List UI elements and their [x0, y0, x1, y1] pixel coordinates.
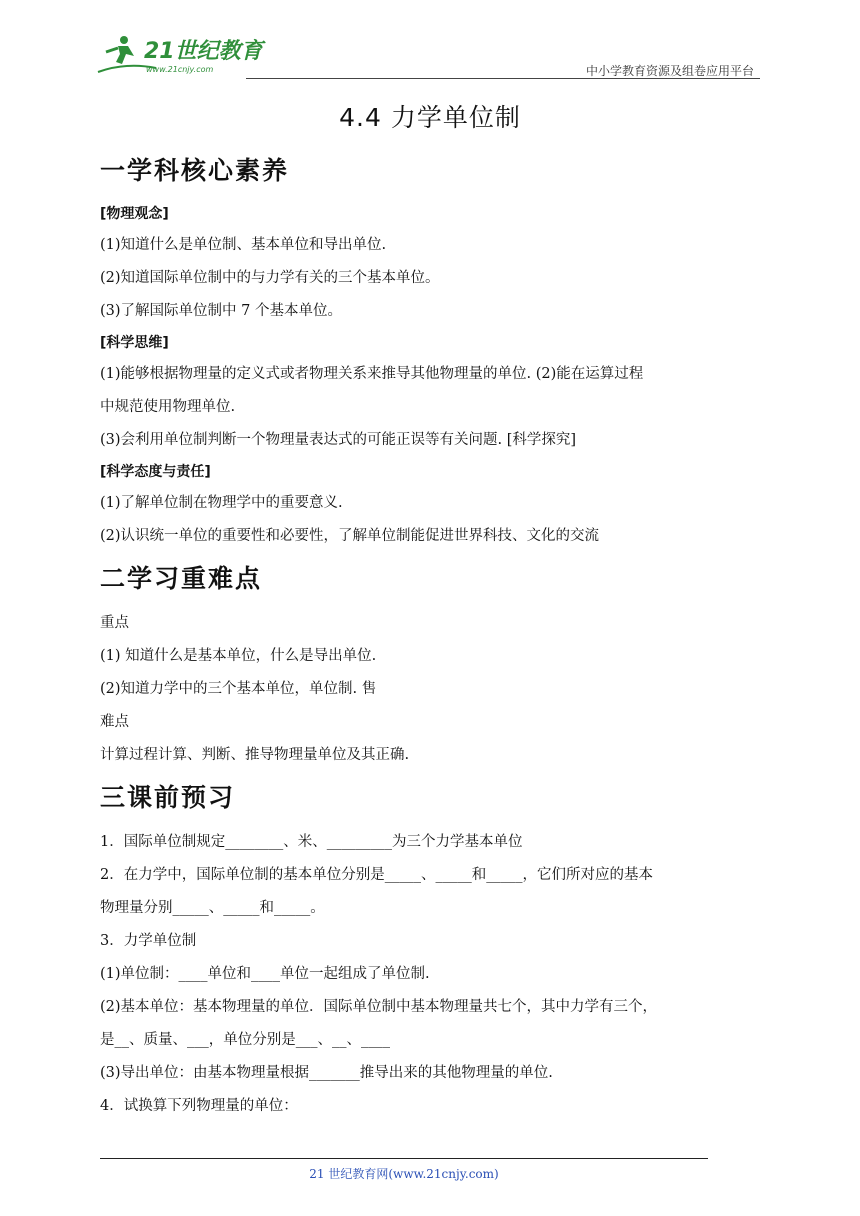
- question-line: (1)单位制：____单位和____单位一起组成了单位制.: [100, 966, 430, 982]
- document-body: [100, 145, 760, 1123]
- footer-divider: [100, 1158, 708, 1159]
- text-line: (1)知道什么是单位制、基本单位和导出单位.: [100, 237, 387, 253]
- section-heading-preview: 三课前预习: [100, 783, 236, 812]
- text-line: 中规范使用物理单位.: [100, 399, 236, 415]
- question-line: 是__、质量、___，单位分别是___、__、____: [100, 1032, 390, 1048]
- page-title: 4.4 力学单位制: [339, 103, 521, 132]
- group-label-physics-concept: [物理观念]: [100, 206, 169, 222]
- logo-url: www.21cnjy.com: [146, 65, 214, 74]
- logo-icon: [96, 32, 266, 76]
- section-heading-core: 一学科核心素养: [100, 156, 290, 185]
- question-line: 1．国际单位制规定________、米、_________为三个力学基本单位: [100, 834, 523, 850]
- question-line: 物理量分别_____、_____和_____。: [100, 900, 325, 916]
- text-line: 计算过程计算、判断、推导物理量单位及其正确.: [100, 747, 410, 763]
- text-line: (2)认识统一单位的重要性和必要性，了解单位制能促进世界科技、文化的交流: [100, 528, 600, 544]
- text-line: (1)能够根据物理量的定义式或者物理关系来推导其他物理量的单位. (2)能在运算过程: [100, 366, 644, 382]
- question-line: 4．试换算下列物理量的单位：: [100, 1098, 298, 1114]
- group-label-scientific-thinking: [科学思维]: [100, 335, 169, 351]
- question-line: (2)基本单位：基本物理量的单位．国际单位制中基本物理量共七个，其中力学有三个，: [100, 999, 658, 1015]
- text-line: (3)会利用单位制判断一个物理量表达式的可能正误等有关问题. [科学探究]: [100, 432, 577, 448]
- section-heading-key-points: 二学习重难点: [100, 564, 263, 593]
- logo-text: 21世纪教育: [144, 39, 263, 64]
- platform-label: 中小学教育资源及组卷应用平台: [585, 64, 754, 78]
- question-line: 3．力学单位制: [100, 933, 197, 949]
- text-line: (2)知道国际单位制中的与力学有关的三个基本单位。: [100, 270, 440, 286]
- text-line: (3)了解国际单位制中 7 个基本单位。: [100, 303, 342, 319]
- question-line: 2．在力学中，国际单位制的基本单位分别是_____、_____和_____，它们所对应的基本: [100, 867, 653, 883]
- footer-link[interactable]: 21 世纪教育网(www.21cnjy.com): [309, 1167, 499, 1181]
- text-line: (1)了解单位制在物理学中的重要意义.: [100, 495, 343, 511]
- question-line: (3)导出单位：由基本物理量根据_______推导出来的其他物理量的单位.: [100, 1065, 553, 1081]
- group-label-attitude: [科学态度与责任]: [100, 464, 211, 480]
- text-line: (1) 知道什么是基本单位，什么是导出单位.: [100, 648, 377, 664]
- header-divider: [246, 78, 760, 79]
- difficulty-label: 难点: [100, 714, 129, 730]
- text-line: (2)知道力学中的三个基本单位，单位制. 售: [100, 681, 377, 697]
- key-label: 重点: [100, 615, 129, 631]
- page-header: [96, 30, 760, 80]
